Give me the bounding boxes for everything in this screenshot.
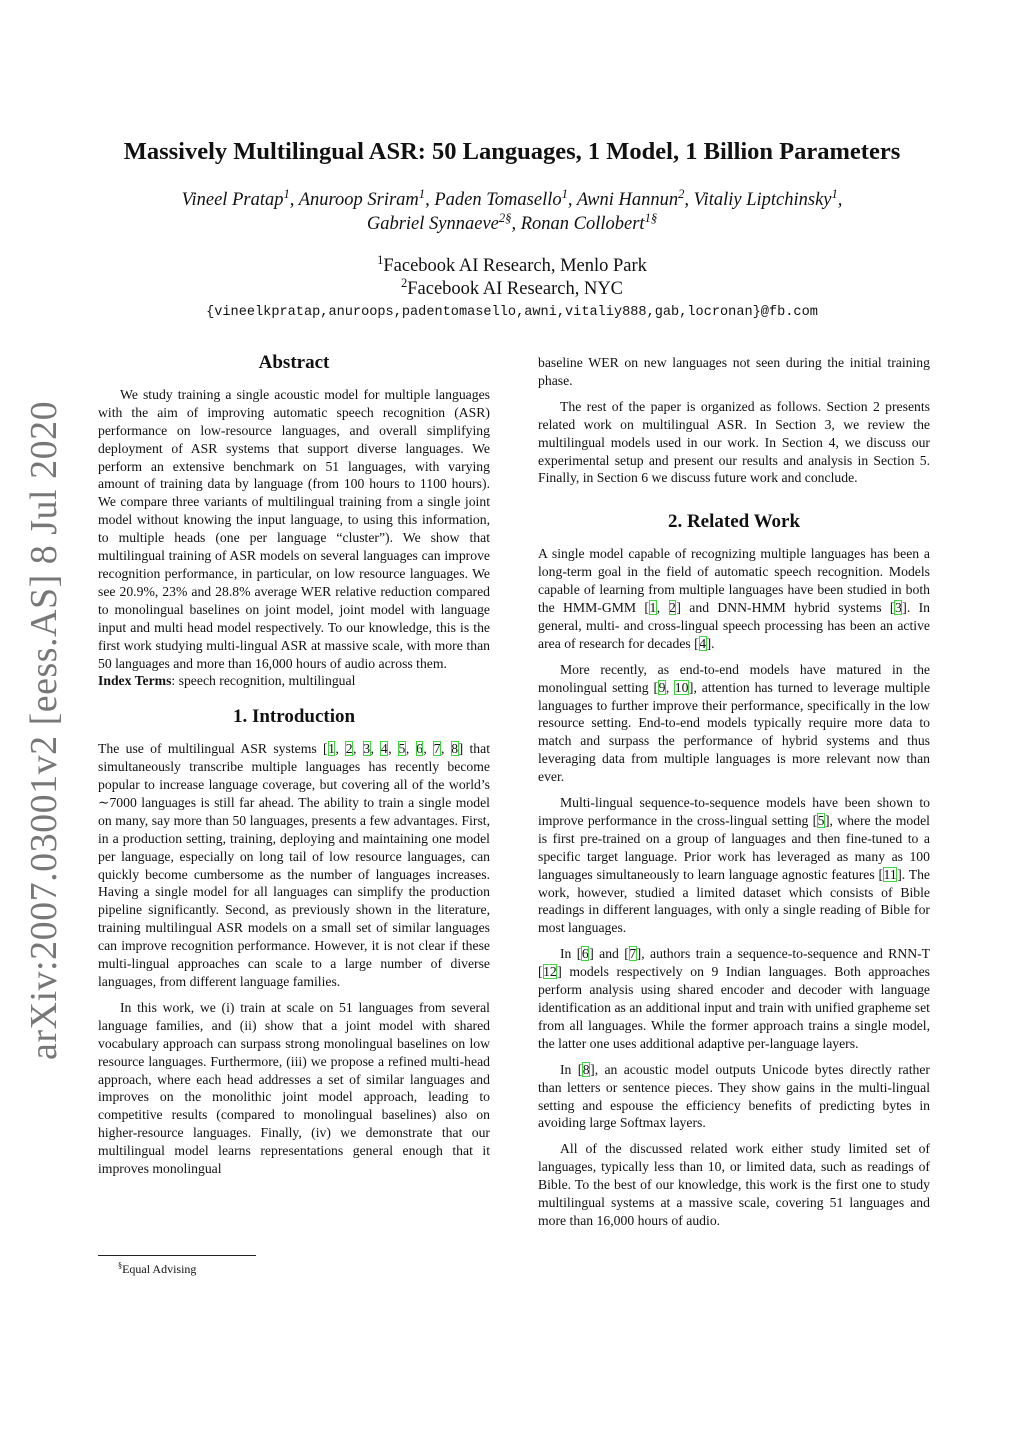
author-affil-mark: 1 bbox=[283, 186, 290, 201]
intro-paragraph-1: The use of multilingual ASR systems [1, 2, 3, 4, 5, 6, 7, 8] that simultaneously transcribe multiple languages has recently become popular to increase language coverage, but covering all of the world’s ∼7000 languages is still far ahead. The ability to train a single model on many, say more than 50 languages, presents a few advantages. First, in a production setting, training, deploying and maintaining one model per language, especially on long tail of low resource languages, can quickly become cumbersome as the number of languages increases. Having a single model for all languages can simplify the production pipeline significantly. Second, as previously shown in the literature, training multilingual ASR models on a small set of similar languages can improve recognition performance. However, it is not clear if these multi-lingual approaches can scale to a large number of diverse languages, from different language families. bbox=[98, 741, 491, 989]
author-affil-mark: 1 bbox=[831, 186, 838, 201]
author-affil-mark: 2§ bbox=[498, 210, 512, 225]
affiliation: $^2$Facebook AI Research, NYC bbox=[400, 275, 624, 299]
citation-link[interactable]: 4 bbox=[699, 635, 707, 651]
author-name: Gabriel Synnaeve bbox=[366, 214, 499, 234]
affiliation: $^1$Facebook AI Research, Menlo Park bbox=[377, 252, 647, 276]
related-work-paragraph-2: More recently, as end-to-end models have matured in the monolingual setting [9, 10], attention has turned to leverage multiple languages to further improve their performance, specifically in the low resource setting. End-to-end models typically require more data to match and surpass the performance of hybrid systems and thus leveraging data from multiple languages is more relevant now than ever. bbox=[538, 661, 931, 785]
citation-link[interactable]: 11 bbox=[883, 866, 897, 882]
footnote-divider bbox=[98, 1255, 256, 1256]
citation-link[interactable]: 1 bbox=[328, 741, 335, 757]
author-affil-mark: 1 bbox=[418, 186, 426, 201]
author-line-1: Vineel Pratap$^1$, Anuroop Sriram$^1$, Paden Tomasello$^1$, Awni Hannun$^2$, Vitaliy Liptchinsky$^1$, bbox=[181, 186, 843, 210]
citation-link[interactable]: 7 bbox=[629, 946, 637, 962]
affiliations bbox=[0, 252, 1024, 301]
arxiv-identifier: arXiv:2007.03001v2 [eess.AS] 8 Jul 2020 bbox=[23, 400, 65, 1060]
related-work-paragraph-4: In [6] and [7], authors train a sequence-to-sequence and RNN-T [12] models respectively on 9 Indian languages. Both approaches perform analysis using shared encoder and decoder with language identification as an additional input and train with unified grapheme set from all languages. While the former approach trains a single model, the latter one uses additional adaptive per-language layers. bbox=[538, 946, 931, 1051]
introduction-heading: 1. Introduction bbox=[232, 706, 356, 728]
citation-link[interactable]: 5 bbox=[398, 741, 406, 757]
citation-link[interactable]: 6 bbox=[416, 741, 423, 757]
citation-link[interactable]: 5 bbox=[817, 812, 825, 828]
related-work-paragraph-3: Multi-lingual sequence-to-sequence models have been shown to improve performance in the cross-lingual setting [5], where the model is first pre-trained on a group of languages and then fine-tuned to a specific target language. Prior work has leveraged as many as 100 languages simultaneously to learn language agnostic features [11]. The work, however, studied a limited dataset which consists of Bible readings in different languages, with only a single reading of Bible for most languages. bbox=[538, 795, 930, 936]
related-work-paragraph-1: A single model capable of recognizing multiple languages has been a long-term goal in the field of automatic speech recognition. Models capable of learning from multiple languages have been studied in both the HMM-GMM [1, 2] and DNN-HMM hybrid systems [3]. In general, multi- and cross-lingual speech processing has been an active area of research for decades [4]. bbox=[538, 546, 930, 651]
author-name: Awni Hannun bbox=[576, 190, 679, 210]
author-name: Paden Tomasello bbox=[434, 190, 562, 210]
intro-paragraph-3: The rest of the paper is organized as follows. Section 2 presents related work on multilingual ASR. In Section 3, we review the multilingual models used in our work. In Section 4, we discuss our experimental setup and present our results and analysis in Section 5. Finally, in Section 6 we discuss future work and conclude. bbox=[538, 398, 930, 486]
citation-link[interactable]: 7 bbox=[433, 741, 441, 757]
author-affil-mark: 1§ bbox=[644, 210, 658, 225]
author-name: Anuroop Sriram bbox=[298, 190, 419, 210]
paper-title: Massively Multilingual ASR: 50 Languages, 1 Model, 1 Billion Parameters bbox=[123, 138, 901, 165]
citation-link[interactable]: 12 bbox=[543, 964, 557, 980]
citation-link[interactable]: 1 bbox=[649, 599, 657, 615]
left-column bbox=[98, 354, 490, 1186]
citation-link[interactable]: 3 bbox=[363, 741, 371, 757]
author-affil-mark: 1 bbox=[561, 186, 568, 201]
abstract-heading: Abstract bbox=[258, 352, 330, 373]
related-work-paragraph-5: In [8], an acoustic model outputs Unicode bytes directly rather than letters or sentence pieces. They show gains in the multi-lingual setting and espouse the efficiency benefits of predicting bytes in avoiding large Softmax layers. bbox=[538, 1061, 930, 1131]
citation-link[interactable]: 4 bbox=[380, 741, 388, 757]
abstract-text: We study training a single acoustic model for multiple languages with the aim of improving automatic speech recognition (ASR) performance on low-resource languages, and overall simplifying deployment of ASR systems that support diverse languages. We perform an extensive benchmark on 51 languages, with varying amount of training data by language (from 100 hours to 1100 hours). We compare three variants of multilingual training from a single joint model without knowing the input language, to using this information, to multiple heads (one per language “cluster”). We show that multilingual training of ASR models on several languages can improve recognition performance, in particular, on low resource languages. We see 20.9%, 23% and 28.8% average WER relative reduction compared to monolingual baselines on joint model, joint model with language input and multi head model respectively. To our knowledge, this is the first work studying multi-lingual ASR at massive scale, with more than 50 languages and more than 16,000 hours of audio across them. bbox=[98, 386, 490, 671]
citation-link[interactable]: 6 bbox=[581, 946, 589, 962]
index-terms: Index Terms: speech recognition, multilingual bbox=[98, 673, 356, 689]
author-name: Vineel Pratap bbox=[181, 190, 284, 210]
citation-link[interactable]: 10 bbox=[674, 679, 689, 695]
author-list bbox=[0, 188, 1024, 236]
related-work-heading: 2. Related Work bbox=[667, 511, 801, 533]
author-name: Ronan Collobert bbox=[520, 214, 645, 234]
footnote: §Equal Advising bbox=[118, 1261, 197, 1276]
author-name: Vitaliy Liptchinsky bbox=[693, 190, 832, 210]
author-emails: {vineelkpratap,anuroops,padentomasello,awni,vitaliy888,gab,locronan}@fb.com bbox=[206, 305, 818, 320]
citation-link[interactable]: 2 bbox=[345, 741, 353, 757]
intro-paragraph-2: In this work, we (i) train at scale on 51 languages from several language families, and (ii) show that a joint model with shared vocabulary approach can surpass strong monolingual baselines on low resource languages. Furthermore, (iii) we propose a refined multi-head approach, where each head addresses a set of similar languages and improves on the monolithic joint model approach, leading to competitive results (compared to monolingual baselines) also on higher-resource languages. Finally, (iv) we demonstrate that our multilingual model learns representations general enough that it improves monolingual bbox=[98, 999, 490, 1177]
right-column bbox=[538, 354, 930, 1238]
citation-link[interactable]: 8 bbox=[451, 741, 459, 757]
author-line-2: Gabriel Synnaeve$^{2\S}$, Ronan Collobert$^{1\S}$ bbox=[366, 210, 658, 234]
citation-link[interactable]: 2 bbox=[669, 599, 676, 615]
citation-link[interactable]: 9 bbox=[658, 679, 666, 695]
author-affil-mark: 2 bbox=[678, 186, 685, 201]
citation-link[interactable]: 3 bbox=[894, 599, 902, 615]
intro-paragraph-continued: baseline WER on new languages not seen during the initial training phase. bbox=[538, 355, 930, 388]
related-work-paragraph-6: All of the discussed related work either study limited set of languages, typically less than 10, or limited data, such as readings of Bible. To the best of our knowledge, this work is the first one to study multilingual systems at a massive scale, covering 51 languages and more than 16,000 hours of audio. bbox=[538, 1141, 930, 1228]
citation-link[interactable]: 8 bbox=[582, 1061, 590, 1077]
